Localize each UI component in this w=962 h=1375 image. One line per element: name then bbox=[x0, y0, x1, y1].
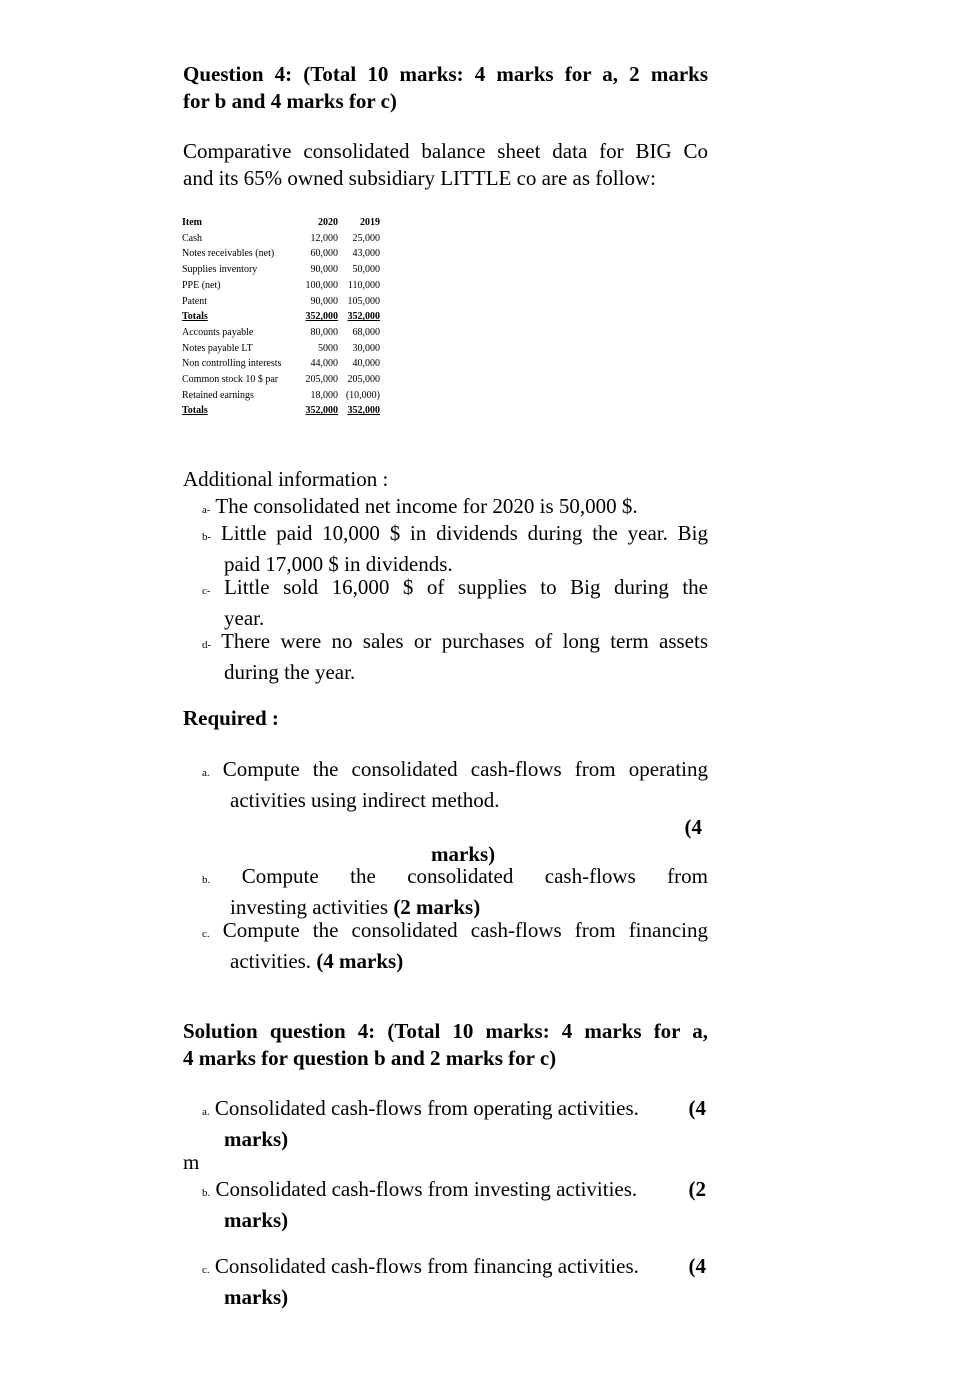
solution-item-c bbox=[202, 1253, 708, 1311]
balance-sheet-table bbox=[182, 215, 380, 419]
list-marker: c. bbox=[202, 1264, 210, 1276]
table-row bbox=[182, 325, 380, 341]
additional-item-b bbox=[202, 520, 708, 578]
intro-line2: and its 65% owned subsidiary LITTLE co are as follow: bbox=[183, 166, 656, 190]
list-marker: d- bbox=[202, 639, 212, 651]
row-value-2019: 30,000 bbox=[352, 342, 380, 354]
row-value-2019: 105,000 bbox=[347, 295, 380, 307]
required-item-text: Compute the consolidated cash-flows from operating bbox=[222, 757, 708, 781]
row-label: Totals bbox=[182, 405, 208, 417]
additional-item-text: Little sold 16,000 $ of supplies to Big during the bbox=[224, 575, 709, 599]
solution-item-text: Consolidated cash-flows from investing activities. bbox=[215, 1177, 638, 1201]
table-row bbox=[182, 231, 380, 247]
additional-item-text: There were no sales or purchases of long term assets bbox=[221, 629, 709, 653]
table-row bbox=[182, 294, 380, 310]
header-2019: 2019 bbox=[360, 217, 380, 228]
row-label: Non controlling interests bbox=[182, 358, 282, 370]
required-item-text: Compute the consolidated cash-flows from bbox=[241, 864, 708, 888]
row-value-2019: 352,000 bbox=[347, 405, 380, 417]
question-title-line2: for b and 4 marks for c) bbox=[183, 89, 397, 113]
additional-info-heading: Additional information : bbox=[183, 467, 389, 491]
additional-item-text-cont: year. bbox=[224, 606, 265, 630]
list-marker: b. bbox=[202, 874, 211, 886]
list-marker: b- bbox=[202, 531, 212, 543]
list-marker: a. bbox=[202, 767, 210, 779]
solution-title-line1: Solution question 4: (Total 10 marks: 4 marks for a, bbox=[183, 1019, 708, 1043]
list-marker: c. bbox=[202, 928, 210, 940]
solution-b-marks-open: (2 bbox=[688, 1177, 706, 1201]
row-value-2020: 5000 bbox=[318, 342, 338, 354]
row-value-2020: 90,000 bbox=[310, 295, 338, 307]
required-c-marks: (4 marks) bbox=[316, 949, 404, 973]
header-item: Item bbox=[182, 217, 202, 228]
row-value-2019: 352,000 bbox=[347, 311, 380, 323]
row-value-2020: 12,000 bbox=[310, 232, 338, 244]
table-header-row bbox=[182, 215, 380, 231]
required-a-marks-open: (4 bbox=[684, 815, 702, 839]
table-row bbox=[182, 246, 380, 262]
solution-title-line2: 4 marks for question b and 2 marks for c) bbox=[183, 1046, 557, 1070]
intro-line1: Comparative consolidated balance sheet data for BIG Co bbox=[183, 139, 708, 163]
list-marker: a- bbox=[202, 504, 211, 516]
required-b-marks: (2 marks) bbox=[393, 895, 481, 919]
additional-item-text: Little paid 10,000 $ in dividends during the year. Big bbox=[220, 521, 708, 545]
header-2020: 2020 bbox=[318, 217, 338, 228]
row-value-2020: 352,000 bbox=[305, 311, 338, 323]
required-item-text-cont: activities using indirect method. bbox=[230, 788, 500, 812]
row-label: Notes payable LT bbox=[182, 342, 253, 354]
additional-item-text: The consolidated net income for 2020 is 50,000 $. bbox=[215, 494, 638, 518]
row-label: Accounts payable bbox=[182, 326, 254, 338]
list-marker: a. bbox=[202, 1106, 210, 1118]
row-label: Cash bbox=[182, 232, 202, 244]
list-marker: b. bbox=[202, 1187, 211, 1199]
additional-item-d bbox=[202, 628, 708, 686]
required-item-text-cont: activities. bbox=[230, 949, 312, 973]
solution-title bbox=[183, 1018, 708, 1072]
required-item-text-cont: investing activities bbox=[230, 895, 389, 919]
solution-c-marks-open: (4 bbox=[688, 1254, 706, 1278]
list-marker: c- bbox=[202, 585, 211, 597]
row-value-2019: 205,000 bbox=[347, 374, 380, 386]
row-value-2019: 43,000 bbox=[352, 248, 380, 260]
required-item-a bbox=[202, 756, 708, 868]
additional-item-text-cont: during the year. bbox=[224, 660, 356, 684]
row-value-2020: 205,000 bbox=[305, 374, 338, 386]
row-label: Supplies inventory bbox=[182, 264, 258, 276]
table-total-row bbox=[182, 309, 380, 325]
row-value-2020: 80,000 bbox=[310, 326, 338, 338]
question-intro bbox=[183, 138, 708, 192]
row-label: Retained earnings bbox=[182, 389, 254, 401]
solution-item-text: Consolidated cash-flows from financing activities. bbox=[214, 1254, 639, 1278]
required-heading: Required : bbox=[183, 706, 279, 730]
row-label: Common stock 10 $ par bbox=[182, 374, 279, 386]
table-row bbox=[182, 356, 380, 372]
row-value-2020: 44,000 bbox=[310, 358, 338, 370]
row-label: Totals bbox=[182, 311, 208, 323]
row-value-2020: 90,000 bbox=[310, 264, 338, 276]
row-label: Patent bbox=[182, 295, 207, 307]
required-a-marks-close: marks) bbox=[431, 842, 496, 866]
solution-item-a bbox=[202, 1095, 708, 1153]
row-value-2019: (10,000) bbox=[345, 389, 380, 401]
table-total-row bbox=[182, 403, 380, 419]
row-value-2019: 68,000 bbox=[352, 326, 380, 338]
row-value-2020: 60,000 bbox=[310, 248, 338, 260]
row-value-2019: 25,000 bbox=[352, 232, 380, 244]
question-title-line1: Question 4: (Total 10 marks: 4 marks for a, 2 marks bbox=[183, 62, 708, 86]
additional-item-c bbox=[202, 574, 708, 632]
solution-a-marks-close: marks) bbox=[224, 1127, 289, 1151]
row-value-2020: 352,000 bbox=[305, 405, 338, 417]
additional-item-text-cont: paid 17,000 $ in dividends. bbox=[224, 552, 453, 576]
question-title bbox=[183, 61, 708, 115]
required-item-c bbox=[202, 917, 708, 975]
row-value-2020: 18,000 bbox=[310, 389, 338, 401]
table-row bbox=[182, 278, 380, 294]
row-value-2019: 40,000 bbox=[352, 358, 380, 370]
row-label: Notes receivables (net) bbox=[182, 248, 275, 260]
solution-item-b bbox=[202, 1176, 708, 1234]
row-value-2020: 100,000 bbox=[305, 279, 338, 291]
stray-text: m bbox=[183, 1150, 200, 1174]
solution-item-text: Consolidated cash-flows from operating activities. bbox=[214, 1096, 639, 1120]
row-value-2019: 110,000 bbox=[347, 279, 380, 291]
table-row bbox=[182, 372, 380, 388]
solution-b-marks-close: marks) bbox=[224, 1208, 289, 1232]
required-item-b bbox=[202, 863, 708, 921]
solution-c-marks-close: marks) bbox=[224, 1285, 289, 1309]
required-item-text: Compute the consolidated cash-flows from financing bbox=[222, 918, 708, 942]
row-value-2019: 50,000 bbox=[352, 264, 380, 276]
row-label: PPE (net) bbox=[182, 279, 221, 291]
solution-a-marks-open: (4 bbox=[688, 1096, 706, 1120]
table-row bbox=[182, 341, 380, 357]
table-row bbox=[182, 262, 380, 278]
table-row bbox=[182, 388, 380, 404]
